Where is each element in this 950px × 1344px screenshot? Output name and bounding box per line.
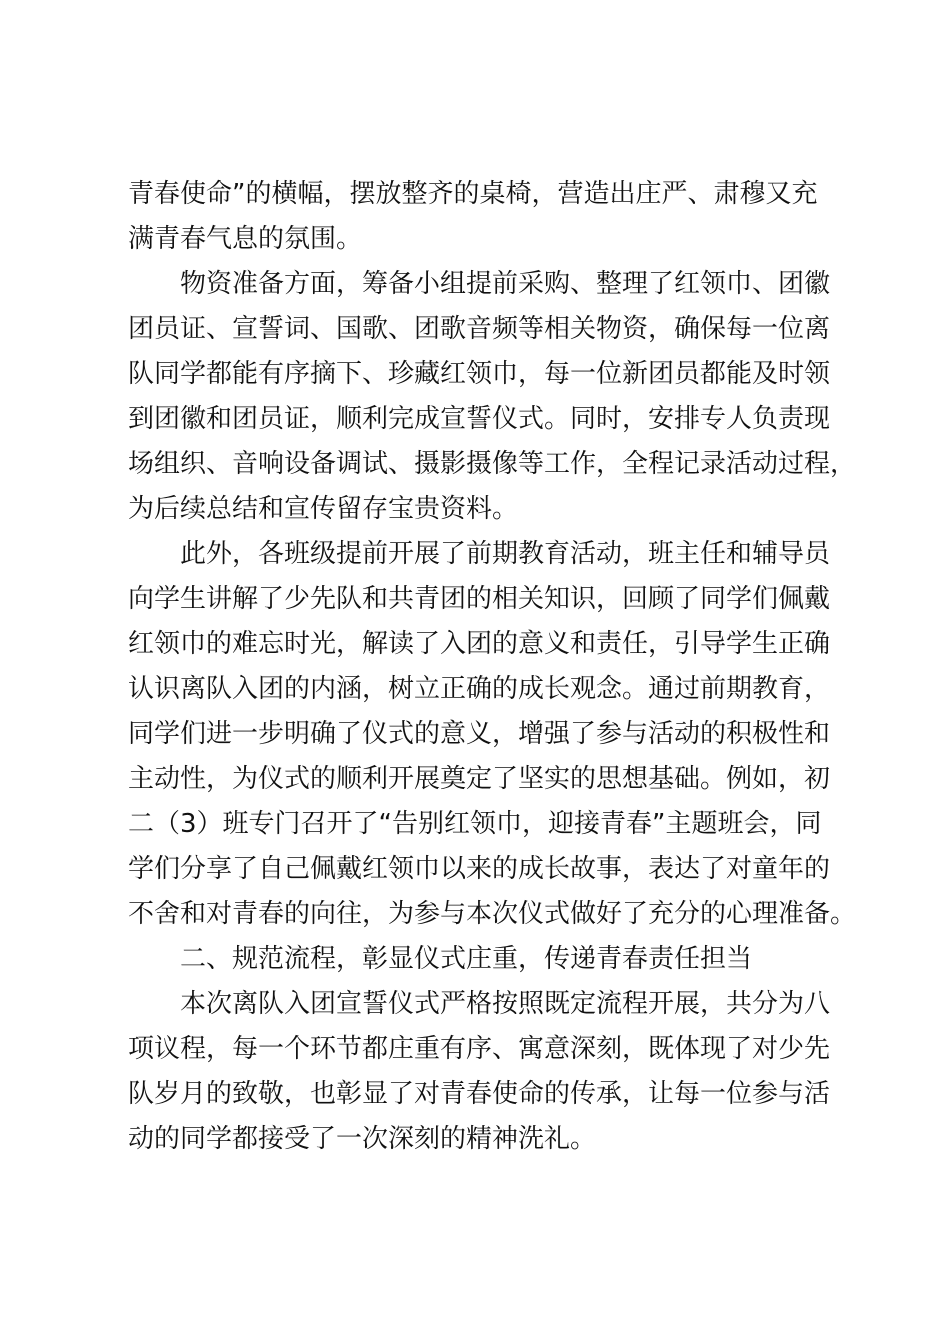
paragraph-education	[128, 532, 857, 937]
text-line: 团员证、宣誓词、国歌、团歌音频等相关物资，确保每一位离	[128, 314, 831, 344]
text-line: 场组织、音响设备调试、摄影摄像等工作，全程记录活动过程，	[128, 449, 857, 479]
text-line: 满青春气息的氛围。	[128, 224, 363, 254]
text-line: 同学们进一步明确了仪式的意义，增强了参与活动的积极性和	[128, 719, 831, 749]
text-line: 物资准备方面，筹备小组提前采购、整理了红领巾、团徽	[180, 269, 831, 299]
text-line: 队岁月的致敬，也彰显了对青春使命的传承，让每一位参与活	[128, 1079, 831, 1109]
text-line: 认识离队入团的内涵，树立正确的成长观念。通过前期教育，	[128, 674, 831, 704]
paragraph-continuation	[128, 172, 838, 262]
text-line: 为后续总结和宣传留存宝贵资料。	[128, 494, 519, 524]
text-line: 二（3）班专门召开了“告别红领巾，迎接青春”主题班会，同	[128, 809, 822, 839]
text-line: 到团徽和团员证，顺利完成宣誓仪式。同时，安排专人负责现	[128, 404, 831, 434]
text-line: 学们分享了自己佩戴红领巾以来的成长故事，表达了对童年的	[128, 854, 831, 884]
paragraph-procedure	[128, 982, 838, 1162]
text-line: 项议程，每一个环节都庄重有序、寓意深刻，既体现了对少先	[128, 1034, 831, 1064]
section-heading	[128, 937, 838, 982]
text-line: 向学生讲解了少先队和共青团的相关知识，回顾了同学们佩戴	[128, 584, 831, 614]
document-body	[128, 172, 857, 1162]
text-line: 不舍和对青春的向往，为参与本次仪式做好了充分的心理准备。	[128, 899, 857, 929]
text-line: 此外，各班级提前开展了前期教育活动，班主任和辅导员	[180, 539, 831, 569]
text-line: 青春使命”的横幅，摆放整齐的桌椅，营造出庄严、肃穆又充	[128, 179, 818, 209]
text-line: 本次离队入团宣誓仪式严格按照既定流程开展，共分为八	[180, 989, 831, 1019]
text-line: 红领巾的难忘时光，解读了入团的意义和责任，引导学生正确	[128, 629, 831, 659]
section-heading-text: 二、规范流程，彰显仪式庄重，传递青春责任担当	[180, 944, 753, 974]
text-line: 动的同学都接受了一次深刻的精神洗礼。	[128, 1124, 597, 1154]
text-line: 主动性，为仪式的顺利开展奠定了坚实的思想基础。例如，初	[128, 764, 831, 794]
text-line: 队同学都能有序摘下、珍藏红领巾，每一位新团员都能及时领	[128, 359, 831, 389]
paragraph-materials	[128, 262, 857, 532]
